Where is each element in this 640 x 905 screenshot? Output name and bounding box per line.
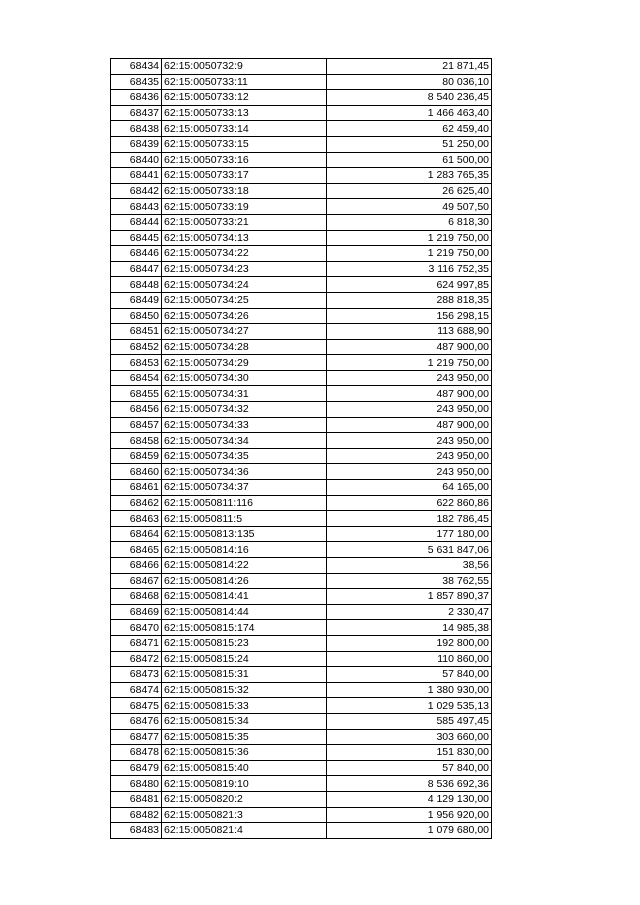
row-number-cell: 68475 (111, 698, 162, 714)
cadastral-value-cell: 14 985,38 (327, 620, 492, 636)
cadastral-value-cell: 1 380 930,00 (327, 682, 492, 698)
row-number-cell: 68476 (111, 713, 162, 729)
cadastral-value-cell: 622 860,86 (327, 495, 492, 511)
cadastral-number-cell: 62:15:0050821:4 (162, 823, 327, 839)
table-row (111, 277, 492, 293)
cadastral-number-cell: 62:15:0050734:25 (162, 292, 327, 308)
table-row (111, 807, 492, 823)
table-row (111, 791, 492, 807)
cadastral-value-cell: 243 950,00 (327, 402, 492, 418)
row-number-cell: 68463 (111, 511, 162, 527)
cadastral-value-cell: 110 860,00 (327, 651, 492, 667)
cadastral-value-cell: 1 956 920,00 (327, 807, 492, 823)
table-row (111, 511, 492, 527)
table-row (111, 417, 492, 433)
cadastral-number-cell: 62:15:0050820:2 (162, 791, 327, 807)
table-row (111, 526, 492, 542)
row-number-cell: 68460 (111, 464, 162, 480)
cadastral-value-cell: 57 840,00 (327, 667, 492, 683)
cadastral-value-cell: 5 631 847,06 (327, 542, 492, 558)
cadastral-value-cell: 243 950,00 (327, 433, 492, 449)
table-row (111, 776, 492, 792)
table-row (111, 355, 492, 371)
cadastral-number-cell: 62:15:0050814:41 (162, 589, 327, 605)
row-number-cell: 68480 (111, 776, 162, 792)
cadastral-value-cell: 38 762,55 (327, 573, 492, 589)
row-number-cell: 68481 (111, 791, 162, 807)
row-number-cell: 68469 (111, 604, 162, 620)
cadastral-number-cell: 62:15:0050819:10 (162, 776, 327, 792)
row-number-cell: 68458 (111, 433, 162, 449)
cadastral-value-cell: 26 625,40 (327, 183, 492, 199)
cadastral-number-cell: 62:15:0050734:26 (162, 308, 327, 324)
row-number-cell: 68448 (111, 277, 162, 293)
row-number-cell: 68446 (111, 246, 162, 262)
table-row (111, 542, 492, 558)
row-number-cell: 68474 (111, 682, 162, 698)
cadastral-value-cell: 487 900,00 (327, 417, 492, 433)
cadastral-number-cell: 62:15:0050815:24 (162, 651, 327, 667)
cadastral-value-cell: 51 250,00 (327, 136, 492, 152)
cadastral-value-cell: 6 818,30 (327, 214, 492, 230)
table-row (111, 136, 492, 152)
table-row (111, 168, 492, 184)
cadastral-number-cell: 62:15:0050733:19 (162, 199, 327, 215)
table-row (111, 682, 492, 698)
cadastral-number-cell: 62:15:0050734:35 (162, 448, 327, 464)
row-number-cell: 68434 (111, 59, 162, 75)
cadastral-value-cell: 177 180,00 (327, 526, 492, 542)
table-row (111, 183, 492, 199)
cadastral-number-cell: 62:15:0050811:5 (162, 511, 327, 527)
row-number-cell: 68439 (111, 136, 162, 152)
row-number-cell: 68440 (111, 152, 162, 168)
cadastral-number-cell: 62:15:0050815:23 (162, 635, 327, 651)
cadastral-value-cell: 1 466 463,40 (327, 105, 492, 121)
cadastral-value-cell: 1 079 680,00 (327, 823, 492, 839)
cadastral-number-cell: 62:15:0050734:27 (162, 324, 327, 340)
row-number-cell: 68435 (111, 74, 162, 90)
cadastral-number-cell: 62:15:0050734:23 (162, 261, 327, 277)
table-row (111, 324, 492, 340)
cadastral-number-cell: 62:15:0050733:11 (162, 74, 327, 90)
table-row (111, 760, 492, 776)
row-number-cell: 68467 (111, 573, 162, 589)
cadastral-value-cell: 3 116 752,35 (327, 261, 492, 277)
table-row (111, 152, 492, 168)
cadastral-value-cell: 62 459,40 (327, 121, 492, 137)
cadastral-number-cell: 62:15:0050814:22 (162, 558, 327, 574)
row-number-cell: 68470 (111, 620, 162, 636)
row-number-cell: 68454 (111, 370, 162, 386)
table-row (111, 199, 492, 215)
table-row (111, 698, 492, 714)
cadastral-value-cell: 64 165,00 (327, 480, 492, 496)
table-row (111, 558, 492, 574)
row-number-cell: 68451 (111, 324, 162, 340)
table-row (111, 729, 492, 745)
row-number-cell: 68456 (111, 402, 162, 418)
table-row (111, 495, 492, 511)
table-row (111, 448, 492, 464)
cadastral-number-cell: 62:15:0050734:37 (162, 480, 327, 496)
table-row (111, 604, 492, 620)
row-number-cell: 68473 (111, 667, 162, 683)
row-number-cell: 68437 (111, 105, 162, 121)
table-row (111, 651, 492, 667)
cadastral-number-cell: 62:15:0050734:36 (162, 464, 327, 480)
cadastral-value-cell: 243 950,00 (327, 464, 492, 480)
cadastral-number-cell: 62:15:0050821:3 (162, 807, 327, 823)
cadastral-number-cell: 62:15:0050814:16 (162, 542, 327, 558)
table-row (111, 308, 492, 324)
table-row (111, 230, 492, 246)
cadastral-number-cell: 62:15:0050815:40 (162, 760, 327, 776)
cadastral-number-cell: 62:15:0050814:44 (162, 604, 327, 620)
cadastral-number-cell: 62:15:0050815:174 (162, 620, 327, 636)
row-number-cell: 68444 (111, 214, 162, 230)
cadastral-number-cell: 62:15:0050815:35 (162, 729, 327, 745)
row-number-cell: 68477 (111, 729, 162, 745)
registry-table (110, 58, 492, 839)
table-row (111, 433, 492, 449)
cadastral-value-cell: 49 507,50 (327, 199, 492, 215)
row-number-cell: 68436 (111, 90, 162, 106)
cadastral-number-cell: 62:15:0050815:34 (162, 713, 327, 729)
cadastral-number-cell: 62:15:0050733:13 (162, 105, 327, 121)
cadastral-value-cell: 8 536 692,36 (327, 776, 492, 792)
table-row (111, 464, 492, 480)
table-row (111, 402, 492, 418)
cadastral-number-cell: 62:15:0050815:31 (162, 667, 327, 683)
cadastral-number-cell: 62:15:0050734:24 (162, 277, 327, 293)
row-number-cell: 68471 (111, 635, 162, 651)
row-number-cell: 68450 (111, 308, 162, 324)
cadastral-value-cell: 2 330,47 (327, 604, 492, 620)
row-number-cell: 68442 (111, 183, 162, 199)
table-row (111, 823, 492, 839)
row-number-cell: 68438 (111, 121, 162, 137)
cadastral-value-cell: 113 688,90 (327, 324, 492, 340)
table-row (111, 246, 492, 262)
cadastral-number-cell: 62:15:0050813:135 (162, 526, 327, 542)
row-number-cell: 68482 (111, 807, 162, 823)
cadastral-number-cell: 62:15:0050811:116 (162, 495, 327, 511)
row-number-cell: 68478 (111, 745, 162, 761)
cadastral-value-cell: 1 029 535,13 (327, 698, 492, 714)
row-number-cell: 68443 (111, 199, 162, 215)
cadastral-value-cell: 624 997,85 (327, 277, 492, 293)
cadastral-value-cell: 303 660,00 (327, 729, 492, 745)
table-row (111, 620, 492, 636)
table-row (111, 480, 492, 496)
cadastral-number-cell: 62:15:0050734:28 (162, 339, 327, 355)
cadastral-number-cell: 62:15:0050734:22 (162, 246, 327, 262)
row-number-cell: 68455 (111, 386, 162, 402)
cadastral-value-cell: 80 036,10 (327, 74, 492, 90)
cadastral-value-cell: 8 540 236,45 (327, 90, 492, 106)
cadastral-value-cell: 1 857 890,37 (327, 589, 492, 605)
row-number-cell: 68452 (111, 339, 162, 355)
cadastral-value-cell: 192 800,00 (327, 635, 492, 651)
table-row (111, 386, 492, 402)
row-number-cell: 68462 (111, 495, 162, 511)
row-number-cell: 68449 (111, 292, 162, 308)
cadastral-value-cell: 182 786,45 (327, 511, 492, 527)
table-row (111, 121, 492, 137)
cadastral-value-cell: 61 500,00 (327, 152, 492, 168)
row-number-cell: 68457 (111, 417, 162, 433)
cadastral-number-cell: 62:15:0050815:36 (162, 745, 327, 761)
cadastral-number-cell: 62:15:0050734:32 (162, 402, 327, 418)
row-number-cell: 68479 (111, 760, 162, 776)
cadastral-value-cell: 585 497,45 (327, 713, 492, 729)
cadastral-value-cell: 288 818,35 (327, 292, 492, 308)
cadastral-number-cell: 62:15:0050733:21 (162, 214, 327, 230)
cadastral-value-cell: 4 129 130,00 (327, 791, 492, 807)
cadastral-number-cell: 62:15:0050734:34 (162, 433, 327, 449)
cadastral-value-cell: 151 830,00 (327, 745, 492, 761)
table-row (111, 370, 492, 386)
table-row (111, 74, 492, 90)
cadastral-value-cell: 487 900,00 (327, 386, 492, 402)
cadastral-value-cell: 1 219 750,00 (327, 246, 492, 262)
cadastral-value-cell: 1 219 750,00 (327, 355, 492, 371)
cadastral-number-cell: 62:15:0050733:18 (162, 183, 327, 199)
row-number-cell: 68445 (111, 230, 162, 246)
cadastral-number-cell: 62:15:0050814:26 (162, 573, 327, 589)
table-row (111, 589, 492, 605)
table-row (111, 635, 492, 651)
row-number-cell: 68468 (111, 589, 162, 605)
table-row (111, 573, 492, 589)
row-number-cell: 68441 (111, 168, 162, 184)
table-row (111, 90, 492, 106)
cadastral-value-cell: 21 871,45 (327, 59, 492, 75)
cadastral-number-cell: 62:15:0050733:12 (162, 90, 327, 106)
table-row (111, 261, 492, 277)
cadastral-number-cell: 62:15:0050733:14 (162, 121, 327, 137)
row-number-cell: 68465 (111, 542, 162, 558)
cadastral-value-cell: 487 900,00 (327, 339, 492, 355)
cadastral-value-cell: 243 950,00 (327, 370, 492, 386)
row-number-cell: 68483 (111, 823, 162, 839)
cadastral-number-cell: 62:15:0050815:33 (162, 698, 327, 714)
row-number-cell: 68472 (111, 651, 162, 667)
cadastral-value-cell: 38,56 (327, 558, 492, 574)
cadastral-value-cell: 156 298,15 (327, 308, 492, 324)
cadastral-number-cell: 62:15:0050734:29 (162, 355, 327, 371)
cadastral-number-cell: 62:15:0050734:13 (162, 230, 327, 246)
table-row (111, 105, 492, 121)
cadastral-number-cell: 62:15:0050733:16 (162, 152, 327, 168)
cadastral-number-cell: 62:15:0050815:32 (162, 682, 327, 698)
cadastral-value-cell: 1 283 765,35 (327, 168, 492, 184)
row-number-cell: 68453 (111, 355, 162, 371)
cadastral-value-cell: 57 840,00 (327, 760, 492, 776)
row-number-cell: 68461 (111, 480, 162, 496)
cadastral-value-cell: 243 950,00 (327, 448, 492, 464)
cadastral-value-cell: 1 219 750,00 (327, 230, 492, 246)
table-row (111, 713, 492, 729)
row-number-cell: 68464 (111, 526, 162, 542)
table-row (111, 214, 492, 230)
row-number-cell: 68466 (111, 558, 162, 574)
cadastral-number-cell: 62:15:0050734:31 (162, 386, 327, 402)
cadastral-number-cell: 62:15:0050733:15 (162, 136, 327, 152)
cadastral-number-cell: 62:15:0050734:33 (162, 417, 327, 433)
table-row (111, 339, 492, 355)
table-row (111, 745, 492, 761)
table-row (111, 667, 492, 683)
row-number-cell: 68447 (111, 261, 162, 277)
row-number-cell: 68459 (111, 448, 162, 464)
cadastral-number-cell: 62:15:0050732:9 (162, 59, 327, 75)
registry-table-body (111, 59, 492, 839)
table-row (111, 292, 492, 308)
cadastral-number-cell: 62:15:0050733:17 (162, 168, 327, 184)
cadastral-number-cell: 62:15:0050734:30 (162, 370, 327, 386)
table-row (111, 59, 492, 75)
